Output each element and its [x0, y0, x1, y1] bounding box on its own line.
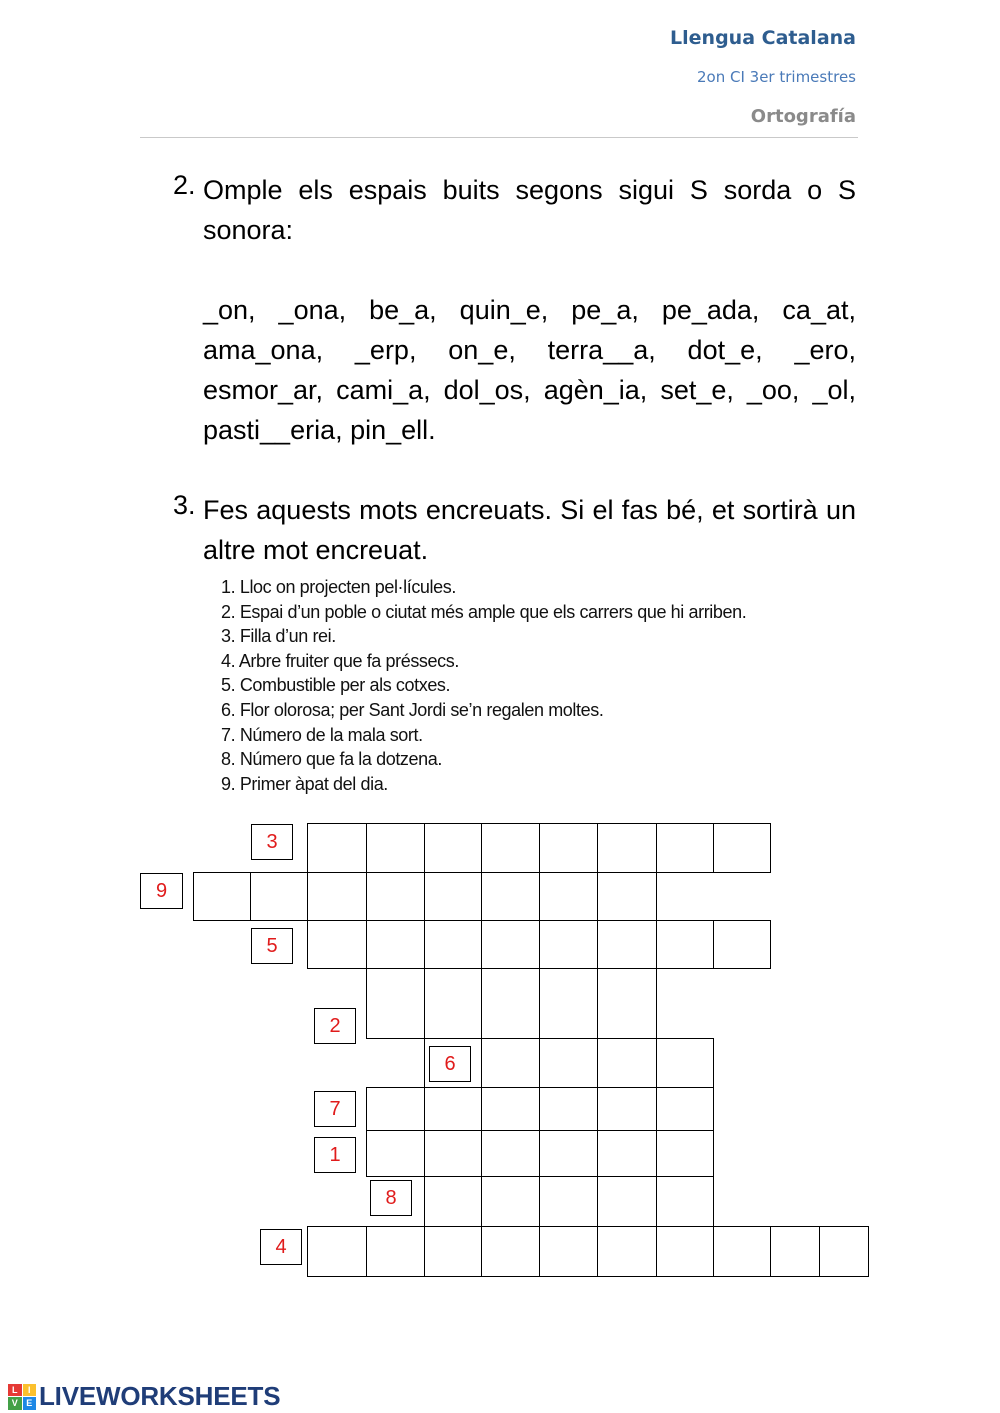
clue-number-box: 2 [314, 1008, 356, 1044]
clue-text: Lloc on projecten pel·lícules. [239, 577, 456, 597]
clue-number-box: 7 [314, 1091, 356, 1127]
clue-number-box: 6 [429, 1046, 471, 1082]
crossword-cell[interactable] [307, 823, 367, 873]
clue-item [221, 698, 746, 723]
clue-number-box: 3 [251, 824, 293, 860]
crossword-cell[interactable] [713, 823, 771, 873]
logo-letter: E [23, 1397, 37, 1410]
crossword-cell[interactable] [597, 1087, 657, 1131]
crossword-cell[interactable] [539, 1176, 598, 1227]
clue-item [221, 747, 746, 772]
clue-number-box: 1 [314, 1137, 356, 1173]
clue-item [221, 575, 746, 600]
crossword-cell[interactable] [539, 968, 598, 1039]
crossword-cell[interactable] [539, 872, 598, 921]
clue-text: Arbre fruiter que fa préssecs. [238, 650, 459, 671]
crossword-cell[interactable] [713, 1226, 771, 1277]
crossword-cell[interactable] [307, 920, 367, 969]
crossword-cell[interactable] [656, 1087, 714, 1131]
exercise-3-instruction: Fes aquests mots encreuats. Si el fas bé, et sortirà un altre mot encreuat. [203, 495, 856, 565]
crossword-cell[interactable] [819, 1226, 869, 1277]
clue-text: Número que fa la dotzena. [239, 749, 442, 770]
clue-list [221, 575, 746, 796]
crossword-cell[interactable] [656, 920, 714, 969]
clue-item [221, 624, 746, 649]
crossword-cell[interactable] [539, 823, 598, 873]
clue-item [221, 723, 746, 748]
crossword-cell[interactable] [424, 920, 482, 969]
crossword-cell[interactable] [539, 1226, 598, 1277]
crossword-cell[interactable] [481, 872, 540, 921]
crossword-cell[interactable] [193, 872, 251, 921]
clue-text: Espai d’un poble o ciutat més ample que els carrers que hi arriben. [239, 601, 747, 622]
crossword-cell[interactable] [307, 872, 367, 921]
crossword-cell[interactable] [597, 1226, 657, 1277]
crossword-cell[interactable] [424, 1226, 482, 1277]
crossword-cell[interactable] [597, 1038, 657, 1088]
crossword-cell[interactable] [481, 968, 540, 1039]
topic-label: Ortografía [750, 106, 856, 127]
crossword-cell[interactable] [656, 823, 714, 873]
clue-number: 9. [221, 773, 236, 794]
exercise-3-number: 3. [173, 490, 196, 520]
logo-letter: L [8, 1384, 22, 1397]
clue-number: 1. [221, 577, 236, 597]
clue-number-box: 9 [140, 873, 183, 909]
crossword-cell[interactable] [656, 1038, 714, 1088]
crossword-cell[interactable] [366, 1226, 425, 1277]
clue-item [221, 649, 746, 674]
crossword-cell[interactable] [770, 1226, 820, 1277]
crossword-cell[interactable] [713, 920, 771, 969]
exercise-2-number: 2. [173, 170, 196, 200]
crossword-cell[interactable] [307, 1226, 367, 1277]
crossword-cell[interactable] [481, 1176, 540, 1227]
clue-text: Flor olorosa; per Sant Jordi se’n regalen moltes. [239, 699, 604, 720]
clue-number-box: 8 [370, 1180, 412, 1216]
clue-text: Primer àpat del dia. [239, 773, 388, 794]
crossword-cell[interactable] [481, 823, 540, 873]
clue-number: 2. [221, 601, 236, 622]
crossword-cell[interactable] [481, 1038, 540, 1088]
crossword-cell[interactable] [366, 920, 425, 969]
subject-title: Llengua Catalana [670, 27, 856, 49]
crossword-cell[interactable] [366, 968, 425, 1039]
clue-number-box: 4 [260, 1229, 302, 1265]
clue-item [221, 600, 746, 625]
crossword-cell[interactable] [250, 872, 308, 921]
crossword-cell[interactable] [424, 1087, 482, 1131]
logo-letter: I [23, 1384, 37, 1397]
crossword-cell[interactable] [481, 920, 540, 969]
crossword-cell[interactable] [597, 872, 657, 921]
exercise-2-instruction: Omple els espais buits segons sigui S sorda o S sonora: [203, 175, 856, 245]
crossword-cell[interactable] [597, 823, 657, 873]
clue-text: Número de la mala sort. [239, 724, 423, 745]
header-divider [140, 137, 858, 138]
crossword-cell[interactable] [366, 1130, 425, 1177]
crossword-cell[interactable] [539, 1130, 598, 1177]
crossword-cell[interactable] [539, 1087, 598, 1131]
crossword-cell[interactable] [597, 968, 657, 1039]
liveworksheets-logo [8, 1381, 280, 1412]
crossword-cell[interactable] [539, 1038, 598, 1088]
exercise-2-word-list: _on, _ona, be_a, quin_e, pe_a, pe_ada, ca_at, ama_ona, _erp, on_e, terra__a, dot_e, _ero, esmor_ar, cami_a, dol_os, agèn_ia, set_e, _oo, _ol, pasti__eria, pin_ell. [203, 295, 856, 445]
crossword-cell[interactable] [656, 1130, 714, 1177]
clue-text: Combustible per als cotxes. [239, 675, 451, 696]
clue-number: 7. [221, 724, 236, 745]
crossword-cell[interactable] [539, 920, 598, 969]
clue-number: 3. [221, 626, 236, 647]
crossword-cell[interactable] [656, 1226, 714, 1277]
crossword-cell[interactable] [597, 1130, 657, 1177]
course-label: 2on CI 3er trimestres [696, 68, 856, 86]
crossword-cell[interactable] [424, 823, 482, 873]
clue-number: 5. [221, 675, 236, 696]
clue-number: 8. [221, 749, 236, 770]
crossword-cell[interactable] [424, 872, 482, 921]
crossword-cell[interactable] [424, 968, 482, 1039]
clue-item [221, 772, 746, 797]
crossword-cell[interactable] [481, 1087, 540, 1131]
clue-number-box: 5 [251, 928, 293, 964]
crossword-cell[interactable] [366, 872, 425, 921]
crossword-cell[interactable] [481, 1130, 540, 1177]
crossword-cell[interactable] [424, 1130, 482, 1177]
clue-text: Filla d’un rei. [239, 626, 336, 647]
crossword-cell[interactable] [597, 920, 657, 969]
clue-item [221, 673, 746, 698]
crossword-cell[interactable] [366, 823, 425, 873]
crossword-cell[interactable] [366, 1087, 425, 1131]
clue-number: 6. [221, 699, 236, 720]
crossword-cell[interactable] [656, 1176, 714, 1227]
brand-name: LIVEWORKSHEETS [39, 1381, 281, 1411]
crossword-cell[interactable] [597, 1176, 657, 1227]
logo-mark-icon [8, 1384, 36, 1410]
clue-number: 4. [221, 650, 236, 671]
logo-letter: V [8, 1397, 22, 1410]
crossword-cell[interactable] [424, 1176, 482, 1227]
crossword-cell[interactable] [481, 1226, 540, 1277]
